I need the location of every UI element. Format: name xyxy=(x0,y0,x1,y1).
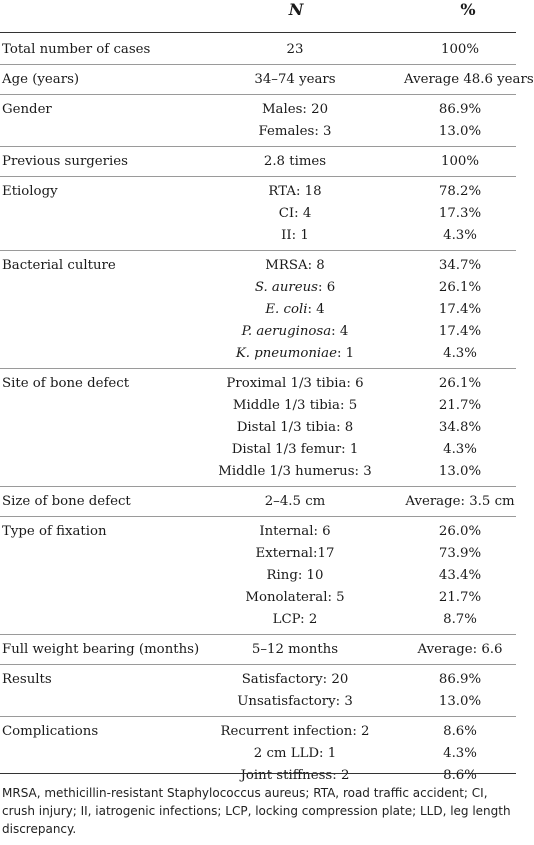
row-percent: 86.9% xyxy=(438,672,482,687)
row-divider xyxy=(0,634,516,635)
bottom-rule xyxy=(0,773,516,774)
row-percent: Average 48.6 years xyxy=(404,72,534,87)
row-value xyxy=(200,343,390,365)
row-percent: Average: 6.6 xyxy=(417,642,503,657)
row-percent: 8.6% xyxy=(443,724,477,739)
row-percent: 100% xyxy=(440,42,479,57)
row-value xyxy=(200,321,390,343)
row-percent: 8.6% xyxy=(443,768,477,783)
row-divider xyxy=(0,368,516,369)
row-label: Results xyxy=(2,672,52,687)
row-value: Middle 1/3 humerus: 3 xyxy=(218,464,372,479)
row-value: Males: 20 xyxy=(261,102,329,117)
row-value: 23 xyxy=(286,42,304,57)
row-percent: 34.8% xyxy=(438,420,482,435)
row-percent: 100% xyxy=(440,154,479,169)
row-label: Bacterial culture xyxy=(2,258,116,273)
row-value xyxy=(200,277,390,299)
row-percent: 21.7% xyxy=(438,590,482,605)
row-value: 5–12 months xyxy=(251,642,339,657)
row-label: Age (years) xyxy=(2,72,80,87)
row-label: Site of bone defect xyxy=(2,376,130,391)
row-value: Distal 1/3 tibia: 8 xyxy=(236,420,354,435)
row-percent: 8.7% xyxy=(443,612,477,627)
row-divider xyxy=(0,516,516,517)
row-percent: 26.1% xyxy=(438,376,482,391)
row-label: Full weight bearing (months) xyxy=(2,642,200,657)
header-rule xyxy=(0,32,516,33)
row-value: Unsatisfactory: 3 xyxy=(237,694,353,709)
row-value xyxy=(200,299,390,321)
row-percent: 4.3% xyxy=(443,346,477,361)
row-percent: 4.3% xyxy=(443,228,477,243)
organism-name: K. pneumoniae xyxy=(235,346,337,361)
row-percent: 26.0% xyxy=(438,524,482,539)
row-divider xyxy=(0,716,516,717)
row-value: CI: 4 xyxy=(278,206,312,221)
organism-name: E. coli xyxy=(265,302,308,317)
row-value: 2 cm LLD: 1 xyxy=(253,746,337,761)
organism-count: : 1 xyxy=(336,346,355,361)
row-percent: 34.7% xyxy=(438,258,482,273)
row-value: II: 1 xyxy=(281,228,309,243)
row-percent: 26.1% xyxy=(438,280,482,295)
row-value: 2–4.5 cm xyxy=(264,494,326,509)
organism-name: P. aeruginosa xyxy=(241,324,332,339)
row-percent: 4.3% xyxy=(443,442,477,457)
row-divider xyxy=(0,146,516,147)
row-percent: 86.9% xyxy=(438,102,482,117)
row-value: Internal: 6 xyxy=(259,524,331,539)
organism-name: S. aureus xyxy=(254,280,319,295)
header-n: N xyxy=(288,0,304,19)
row-label: Total number of cases xyxy=(2,42,151,57)
row-percent: 17.4% xyxy=(438,302,482,317)
row-value: Proximal 1/3 tibia: 6 xyxy=(226,376,364,391)
row-divider xyxy=(0,94,516,95)
row-value: MRSA: 8 xyxy=(265,258,325,273)
row-percent: 13.0% xyxy=(438,464,482,479)
row-value: Distal 1/3 femur: 1 xyxy=(231,442,359,457)
row-value: External:17 xyxy=(255,546,335,561)
row-divider xyxy=(0,64,516,65)
row-divider xyxy=(0,664,516,665)
row-label: Gender xyxy=(2,102,52,117)
row-percent: 4.3% xyxy=(443,746,477,761)
row-percent: 13.0% xyxy=(438,124,482,139)
row-label: Complications xyxy=(2,724,99,739)
organism-count: : 4 xyxy=(307,302,325,317)
row-label: Type of fixation xyxy=(2,524,107,539)
row-percent: 17.4% xyxy=(438,324,482,339)
row-percent: 13.0% xyxy=(438,694,482,709)
row-value: Satisfactory: 20 xyxy=(241,672,349,687)
row-value: 34–74 years xyxy=(254,72,336,87)
row-label: Size of bone defect xyxy=(2,494,131,509)
row-label: Previous surgeries xyxy=(2,154,128,169)
row-value: Monolateral: 5 xyxy=(245,590,345,605)
row-value: Females: 3 xyxy=(258,124,332,139)
row-percent: 17.3% xyxy=(438,206,482,221)
row-percent: 78.2% xyxy=(438,184,482,199)
row-value: Ring: 10 xyxy=(266,568,324,583)
header-percent: % xyxy=(460,0,476,19)
table-footnote: MRSA, methicillin-resistant Staphylococcus aureus; RTA, road traffic accident; CI, crush injury; II, iatrogenic infections; LCP, locking compression plate; LLD, leg length discrepancy. xyxy=(2,786,511,836)
row-value: Middle 1/3 tibia: 5 xyxy=(232,398,358,413)
row-divider xyxy=(0,250,516,251)
row-label: Etiology xyxy=(2,184,58,199)
row-value: Recurrent infection: 2 xyxy=(220,724,370,739)
row-value: LCP: 2 xyxy=(272,612,318,627)
row-percent: 21.7% xyxy=(438,398,482,413)
row-percent: 43.4% xyxy=(438,568,482,583)
row-value: Joint stiffness: 2 xyxy=(240,768,350,783)
row-divider xyxy=(0,486,516,487)
organism-count: : 6 xyxy=(318,280,336,295)
row-value: 2.8 times xyxy=(263,154,327,169)
row-value: RTA: 18 xyxy=(268,184,322,199)
row-percent: 73.9% xyxy=(438,546,482,561)
organism-count: : 4 xyxy=(331,324,349,339)
row-percent: Average: 3.5 cm xyxy=(405,494,515,509)
row-divider xyxy=(0,176,516,177)
